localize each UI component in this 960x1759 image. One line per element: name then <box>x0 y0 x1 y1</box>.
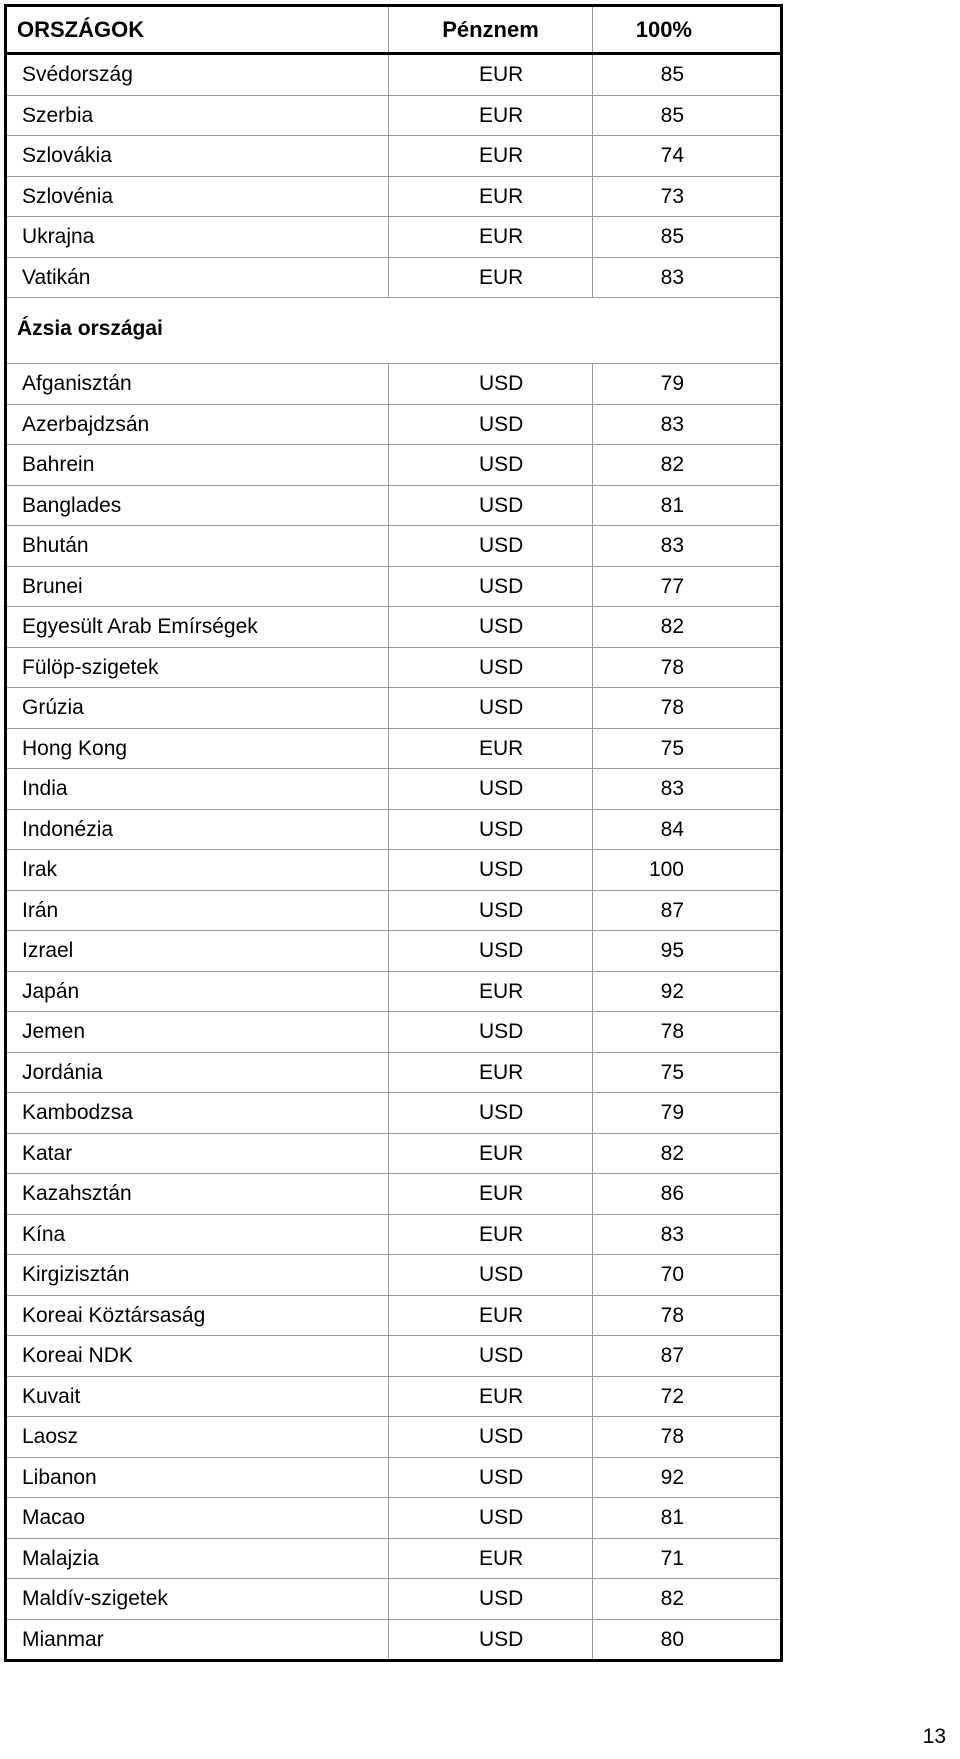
currency-cell: USD <box>389 404 593 445</box>
percent-cell: 83 <box>593 526 782 567</box>
percent-cell: 82 <box>593 607 782 648</box>
currency-cell: EUR <box>389 257 593 298</box>
country-cell: Jemen <box>6 1012 389 1053</box>
country-cell: Afganisztán <box>6 364 389 405</box>
currency-cell: EUR <box>389 1295 593 1336</box>
currency-cell: EUR <box>389 1376 593 1417</box>
percent-cell: 83 <box>593 404 782 445</box>
percent-cell: 78 <box>593 1295 782 1336</box>
country-cell: Irán <box>6 890 389 931</box>
table-row <box>6 1093 782 1134</box>
table-row <box>6 566 782 607</box>
country-cell: Izrael <box>6 931 389 972</box>
percent-cell: 83 <box>593 769 782 810</box>
country-cell: Maldív-szigetek <box>6 1579 389 1620</box>
currency-cell: EUR <box>389 217 593 258</box>
section-row <box>6 298 782 364</box>
country-cell: Szerbia <box>6 95 389 136</box>
table-row <box>6 850 782 891</box>
section-filler <box>389 298 782 364</box>
country-cell: Katar <box>6 1133 389 1174</box>
currency-cell: USD <box>389 769 593 810</box>
currency-cell: USD <box>389 485 593 526</box>
table-row <box>6 1295 782 1336</box>
percent-cell: 78 <box>593 688 782 729</box>
table-row <box>6 728 782 769</box>
currency-cell: USD <box>389 1093 593 1134</box>
currency-cell: USD <box>389 1457 593 1498</box>
percent-cell: 83 <box>593 257 782 298</box>
currency-cell: EUR <box>389 1133 593 1174</box>
currency-cell: USD <box>389 688 593 729</box>
country-cell: Grúzia <box>6 688 389 729</box>
country-cell: Malajzia <box>6 1538 389 1579</box>
table-row <box>6 1336 782 1377</box>
country-cell: Kazahsztán <box>6 1174 389 1215</box>
percent-cell: 92 <box>593 971 782 1012</box>
currency-cell: EUR <box>389 136 593 177</box>
table-row <box>6 769 782 810</box>
country-cell: Koreai NDK <box>6 1336 389 1377</box>
percent-cell: 85 <box>593 95 782 136</box>
percent-cell: 86 <box>593 1174 782 1215</box>
percent-cell: 77 <box>593 566 782 607</box>
country-cell: Kirgizisztán <box>6 1255 389 1296</box>
country-cell: Indonézia <box>6 809 389 850</box>
percent-cell: 74 <box>593 136 782 177</box>
table-row <box>6 1174 782 1215</box>
header-currency: Pénznem <box>389 6 593 54</box>
table-row <box>6 890 782 931</box>
country-cell: Macao <box>6 1498 389 1539</box>
currency-cell: EUR <box>389 54 593 96</box>
header-percent: 100% <box>593 6 782 54</box>
currency-cell: EUR <box>389 1214 593 1255</box>
currency-cell: USD <box>389 1417 593 1458</box>
percent-cell: 71 <box>593 1538 782 1579</box>
percent-cell: 73 <box>593 176 782 217</box>
percent-cell: 82 <box>593 1579 782 1620</box>
country-cell: Kambodzsa <box>6 1093 389 1134</box>
table-row <box>6 1052 782 1093</box>
currency-cell: USD <box>389 1255 593 1296</box>
percent-cell: 95 <box>593 931 782 972</box>
currency-cell: USD <box>389 1012 593 1053</box>
currency-cell: EUR <box>389 1174 593 1215</box>
currency-cell: USD <box>389 526 593 567</box>
currency-cell: EUR <box>389 176 593 217</box>
table-row <box>6 54 782 96</box>
currency-cell: USD <box>389 1619 593 1661</box>
table-row <box>6 257 782 298</box>
currency-cell: USD <box>389 445 593 486</box>
currency-cell: USD <box>389 850 593 891</box>
percent-cell: 78 <box>593 1012 782 1053</box>
percent-cell: 87 <box>593 1336 782 1377</box>
table-row <box>6 1214 782 1255</box>
percent-cell: 85 <box>593 54 782 96</box>
currency-cell: EUR <box>389 95 593 136</box>
table-row <box>6 1579 782 1620</box>
currency-cell: USD <box>389 566 593 607</box>
country-cell: Kuvait <box>6 1376 389 1417</box>
percent-cell: 84 <box>593 809 782 850</box>
percent-cell: 79 <box>593 364 782 405</box>
percent-cell: 79 <box>593 1093 782 1134</box>
country-cell: Egyesült Arab Emírségek <box>6 607 389 648</box>
percent-cell: 100 <box>593 850 782 891</box>
percent-cell: 87 <box>593 890 782 931</box>
percent-cell: 75 <box>593 728 782 769</box>
table-row <box>6 688 782 729</box>
table-row <box>6 485 782 526</box>
country-cell: Kína <box>6 1214 389 1255</box>
country-cell: Azerbajdzsán <box>6 404 389 445</box>
table-row <box>6 404 782 445</box>
currency-cell: USD <box>389 1579 593 1620</box>
table-row <box>6 931 782 972</box>
percent-cell: 81 <box>593 485 782 526</box>
percent-cell: 80 <box>593 1619 782 1661</box>
country-cell: Jordánia <box>6 1052 389 1093</box>
table-row <box>6 1376 782 1417</box>
table-row <box>6 1133 782 1174</box>
country-cell: Brunei <box>6 566 389 607</box>
country-cell: Koreai Köztársaság <box>6 1295 389 1336</box>
country-cell: Bahrein <box>6 445 389 486</box>
table-row <box>6 445 782 486</box>
percent-cell: 78 <box>593 647 782 688</box>
country-cell: Laosz <box>6 1417 389 1458</box>
currency-cell: USD <box>389 809 593 850</box>
country-cell: Szlovénia <box>6 176 389 217</box>
country-cell: Fülöp-szigetek <box>6 647 389 688</box>
currency-cell: USD <box>389 364 593 405</box>
table-row <box>6 1619 782 1661</box>
country-cell: Banglades <box>6 485 389 526</box>
percent-cell: 78 <box>593 1417 782 1458</box>
table-row <box>6 971 782 1012</box>
page-number: 13 <box>922 1725 946 1748</box>
country-cell: Mianmar <box>6 1619 389 1661</box>
section-title: Ázsia országai <box>6 298 389 364</box>
country-cell: Libanon <box>6 1457 389 1498</box>
table-row <box>6 1457 782 1498</box>
table-row <box>6 1538 782 1579</box>
percent-cell: 81 <box>593 1498 782 1539</box>
country-cell: Irak <box>6 850 389 891</box>
table-row <box>6 1417 782 1458</box>
table-row <box>6 1498 782 1539</box>
header-row <box>6 6 782 54</box>
percent-cell: 72 <box>593 1376 782 1417</box>
table-row <box>6 607 782 648</box>
country-cell: India <box>6 769 389 810</box>
table-row <box>6 809 782 850</box>
table-row <box>6 647 782 688</box>
percent-cell: 83 <box>593 1214 782 1255</box>
percent-cell: 82 <box>593 1133 782 1174</box>
currency-cell: USD <box>389 890 593 931</box>
table-row <box>6 217 782 258</box>
currency-cell: USD <box>389 1336 593 1377</box>
percent-cell: 85 <box>593 217 782 258</box>
table-row <box>6 1012 782 1053</box>
table-row <box>6 364 782 405</box>
percent-cell: 92 <box>593 1457 782 1498</box>
country-cell: Japán <box>6 971 389 1012</box>
currency-cell: EUR <box>389 1538 593 1579</box>
country-cell: Ukrajna <box>6 217 389 258</box>
country-cell: Vatikán <box>6 257 389 298</box>
country-cell: Bhután <box>6 526 389 567</box>
table-row <box>6 176 782 217</box>
table-row <box>6 136 782 177</box>
percent-cell: 70 <box>593 1255 782 1296</box>
currency-cell: USD <box>389 607 593 648</box>
country-cell: Hong Kong <box>6 728 389 769</box>
currency-cell: EUR <box>389 1052 593 1093</box>
currency-cell: USD <box>389 1498 593 1539</box>
currency-cell: EUR <box>389 971 593 1012</box>
currency-cell: USD <box>389 931 593 972</box>
currency-cell: EUR <box>389 728 593 769</box>
table-row <box>6 526 782 567</box>
table-row <box>6 95 782 136</box>
currency-cell: USD <box>389 647 593 688</box>
country-currency-table <box>4 4 783 1662</box>
percent-cell: 82 <box>593 445 782 486</box>
table-row <box>6 1255 782 1296</box>
country-cell: Svédország <box>6 54 389 96</box>
country-cell: Szlovákia <box>6 136 389 177</box>
header-countries: ORSZÁGOK <box>6 6 389 54</box>
percent-cell: 75 <box>593 1052 782 1093</box>
